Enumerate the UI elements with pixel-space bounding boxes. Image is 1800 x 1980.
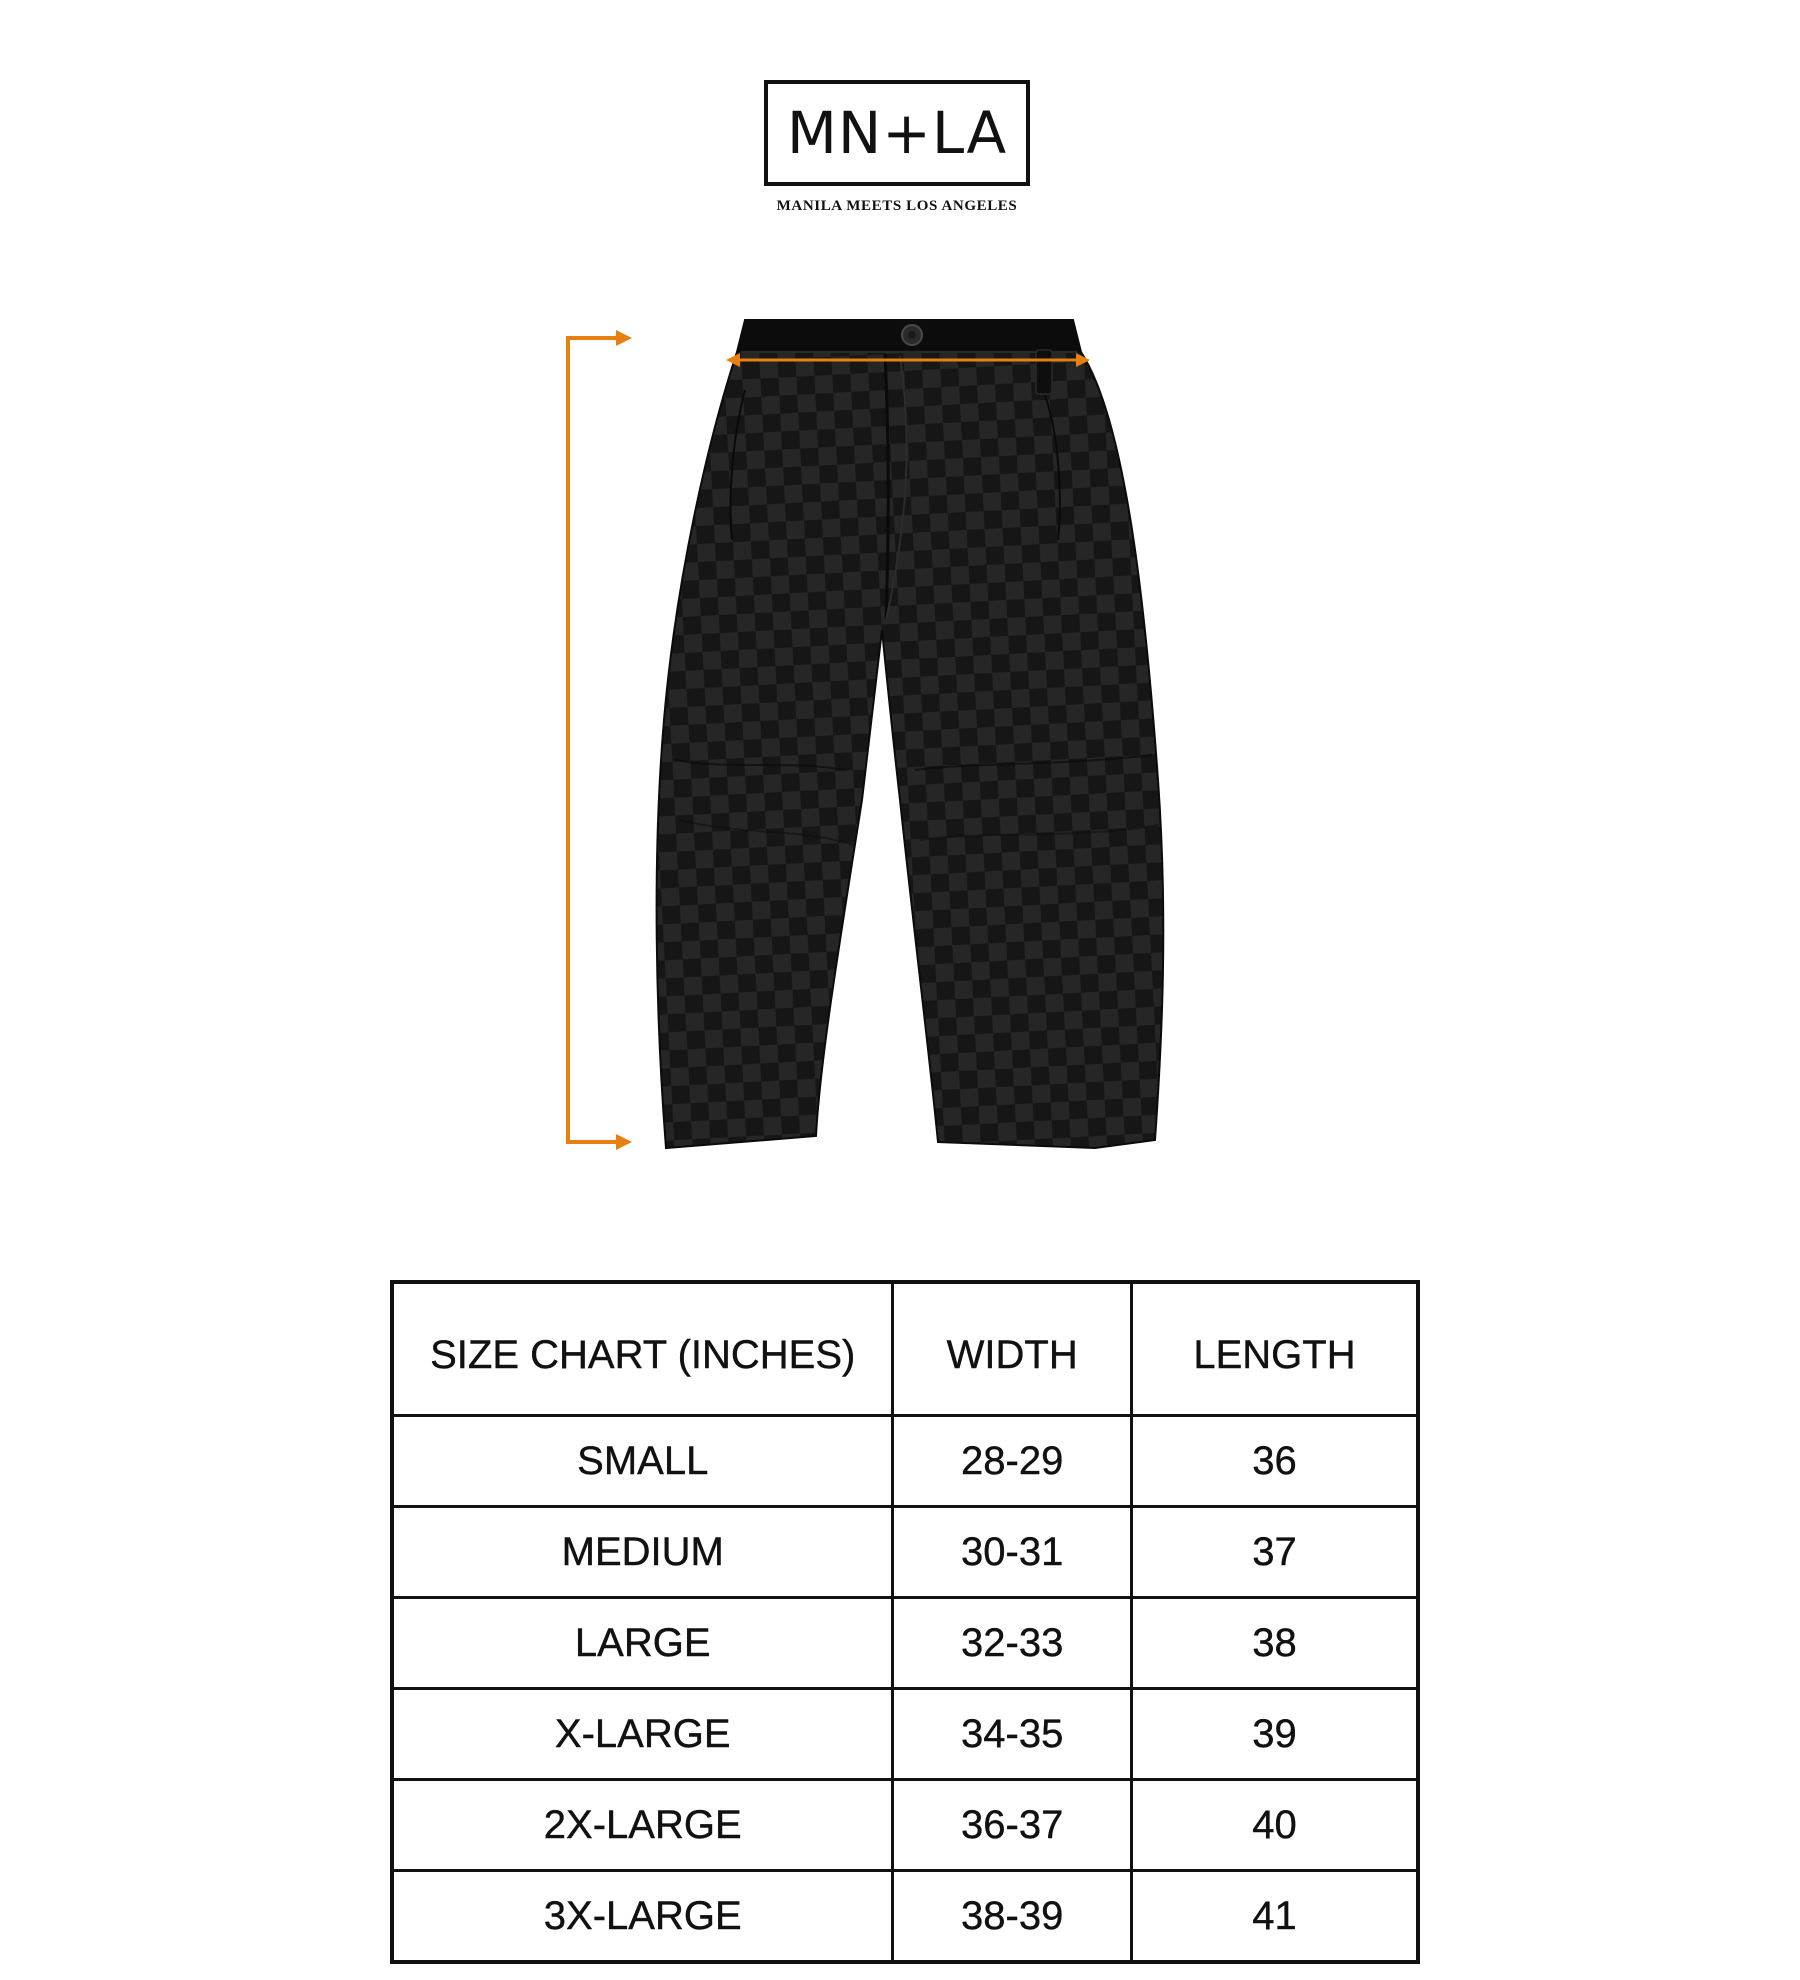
table-row (392, 1507, 1418, 1598)
width-cell: 34-35 (893, 1689, 1131, 1780)
width-cell: 32-33 (893, 1598, 1131, 1689)
logo-text: MN+LA (786, 99, 1008, 167)
belt-tab (1036, 350, 1052, 394)
size-cell: MEDIUM (392, 1507, 893, 1598)
table-row (392, 1871, 1418, 1963)
table-row (392, 1780, 1418, 1871)
pants-illustration (540, 300, 1200, 1180)
length-cell: 37 (1131, 1507, 1418, 1598)
length-cell: 39 (1131, 1689, 1418, 1780)
size-cell: LARGE (392, 1598, 893, 1689)
table-row (392, 1689, 1418, 1780)
table-header-row (392, 1282, 1418, 1416)
header-size: SIZE CHART (INCHES) (392, 1282, 893, 1416)
table-row (392, 1416, 1418, 1507)
size-cell: 2X-LARGE (392, 1780, 893, 1871)
length-cell: 38 (1131, 1598, 1418, 1689)
length-measure-arrow (566, 330, 632, 1150)
pants-body (657, 320, 1164, 1148)
size-cell: 3X-LARGE (392, 1871, 893, 1963)
width-cell: 28-29 (893, 1416, 1131, 1507)
width-cell: 30-31 (893, 1507, 1131, 1598)
size-cell: X-LARGE (392, 1689, 893, 1780)
table-row (392, 1598, 1418, 1689)
width-cell: 38-39 (893, 1871, 1131, 1963)
length-cell: 40 (1131, 1780, 1418, 1871)
width-cell: 36-37 (893, 1780, 1131, 1871)
brand-logo (764, 80, 1030, 186)
header-width: WIDTH (893, 1282, 1131, 1416)
size-cell: SMALL (392, 1416, 893, 1507)
header-length: LENGTH (1131, 1282, 1418, 1416)
length-cell: 36 (1131, 1416, 1418, 1507)
length-cell: 41 (1131, 1871, 1418, 1963)
brand-tagline: MANILA MEETS LOS ANGELES (776, 198, 1018, 214)
size-chart-table (390, 1280, 1420, 1964)
